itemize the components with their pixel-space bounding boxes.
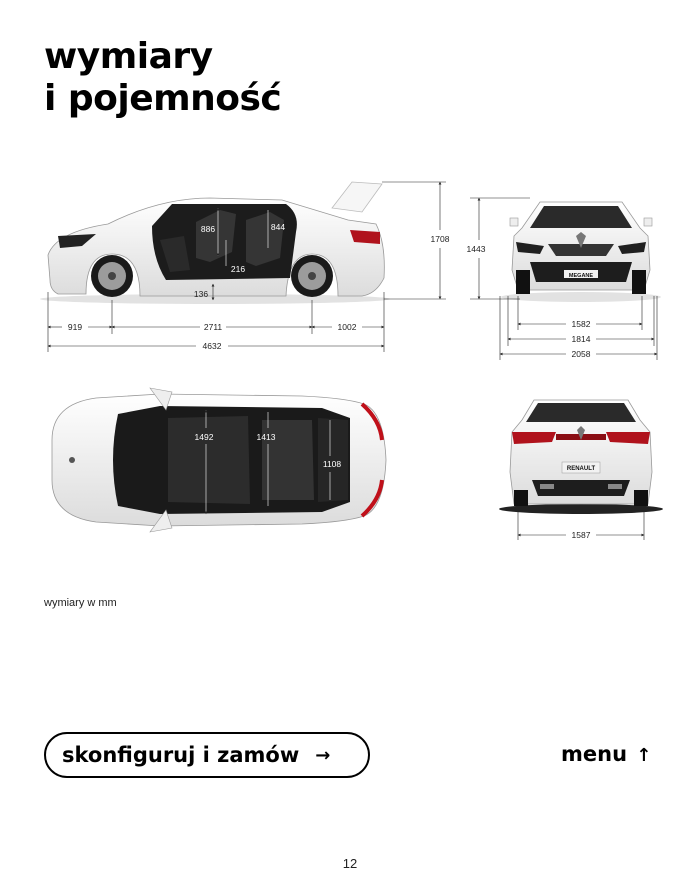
dim-width: 1814 [571,334,591,344]
configure-and-order-button[interactable] [44,732,370,778]
page-number: 12 [342,856,358,871]
units-note: wymiary w mm [44,597,117,609]
dim-trunk-length: 1108 [322,459,342,469]
dim-front-track: 1582 [571,319,591,329]
menu-label: menu [561,742,628,766]
dim-overhang-rear: 1002 [337,322,357,332]
dim-front-height: 1443 [466,244,486,254]
arrow-right-icon: → [315,744,331,766]
side-view-car [40,182,390,304]
dim-cushion: 216 [230,264,246,274]
dim-interior-width-rear: 1413 [256,432,276,442]
dim-head-front: 886 [200,224,216,234]
title-line-2: i pojemność [44,78,282,119]
dim-wheelbase: 2711 [203,322,223,332]
dim-head-rear: 844 [270,222,286,232]
dim-length: 4632 [202,341,222,351]
dim-width-mirrors: 2058 [571,349,591,359]
rear-badge: RENAULT [566,466,596,472]
title-line-1: wymiary [44,36,213,77]
menu-link[interactable] [561,742,651,766]
front-plate: MEGANE [568,273,594,279]
rear-view-car [499,400,663,514]
configure-button-label: skonfiguruj i zamów [62,743,300,767]
front-view-car [501,202,661,302]
dim-rear-track: 1587 [571,530,591,540]
arrow-up-icon: ↑ [636,745,652,766]
dim-ground-clearance: 136 [193,289,209,299]
dim-overhang-front: 919 [67,322,83,332]
dim-height-open: 1708 [430,234,450,244]
dim-interior-width-front: 1492 [194,432,214,442]
